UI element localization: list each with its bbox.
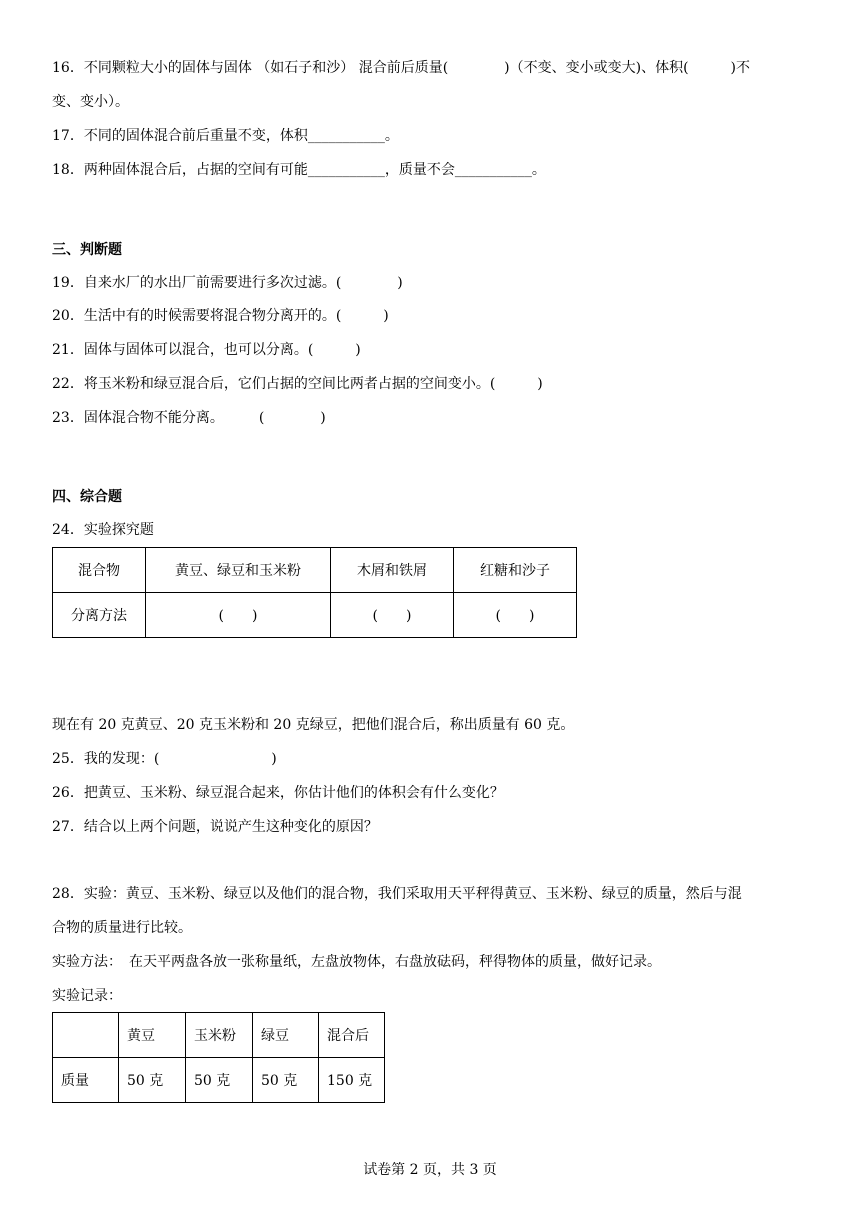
table-cell: 绿豆 [253, 1013, 319, 1058]
section-4-heading: 四、综合题 [52, 489, 122, 505]
table-cell: 黄豆、绿豆和玉米粉 [146, 548, 331, 593]
table-cell: 50 克 [119, 1058, 186, 1103]
page-footer: 试卷第 2 页，共 3 页 [363, 1162, 497, 1178]
section-3-heading: 三、判断题 [52, 242, 122, 258]
question-23: 23．固体混合物不能分离。 ( ) [52, 410, 326, 426]
question-22: 22．将玉米粉和绿豆混合后，它们占据的空间比两者占据的空间变小。( ) [52, 376, 543, 392]
table-row [53, 1013, 385, 1058]
question-24: 24．实验探究题 [52, 522, 154, 538]
table-row [53, 548, 577, 593]
question-20: 20．生活中有的时候需要将混合物分离开的。( ) [52, 308, 389, 324]
table-cell [53, 1013, 119, 1058]
experiment-statement: 现在有 20 克黄豆、20 克玉米粉和 20 克绿豆，把他们混合后，称出质量有 60 克。 [52, 717, 575, 733]
table-cell: 混合后 [319, 1013, 385, 1058]
table-cell: ( ) [454, 593, 577, 638]
question-16-line1: 16．不同颗粒大小的固体与固体 （如石子和沙） 混合前后质量( )（不变、变小或变大)、体积( )不 [52, 60, 751, 76]
experiment-method: 实验方法： 在天平两盘各放一张称量纸，左盘放物体，右盘放砝码，秤得物体的质量，做好记录。 [52, 954, 661, 970]
question-17: 17．不同的固体混合前后重量不变，体积___________。 [52, 128, 399, 144]
question-19: 19．自来水厂的水出厂前需要进行多次过滤。( ) [52, 275, 403, 291]
question-21: 21．固体与固体可以混合，也可以分离。( ) [52, 342, 361, 358]
mass-record-table [52, 1012, 385, 1103]
question-27: 27．结合以上两个问题，说说产生这种变化的原因？ [52, 819, 378, 835]
question-26: 26．把黄豆、玉米粉、绿豆混合起来，你估计他们的体积会有什么变化？ [52, 785, 504, 801]
table-cell: 质量 [53, 1058, 119, 1103]
question-16-line2: 变、变小）。 [52, 94, 129, 110]
table-row [53, 593, 577, 638]
question-18: 18．两种固体混合后，占据的空间有可能___________，质量不会___________。 [52, 162, 546, 178]
separation-table [52, 547, 577, 638]
table-cell: ( ) [331, 593, 454, 638]
table-cell: 黄豆 [119, 1013, 186, 1058]
question-28-line1: 28．实验：黄豆、玉米粉、绿豆以及他们的混合物，我们采取用天平秤得黄豆、玉米粉、绿豆的质量，然后与混 [52, 886, 742, 902]
table-cell: ( ) [146, 593, 331, 638]
table-cell: 混合物 [53, 548, 146, 593]
table-cell: 150 克 [319, 1058, 385, 1103]
table-cell: 分离方法 [53, 593, 146, 638]
table-cell: 玉米粉 [186, 1013, 253, 1058]
question-28-line2: 合物的质量进行比较。 [52, 920, 192, 936]
table-cell: 50 克 [186, 1058, 253, 1103]
table-cell: 50 克 [253, 1058, 319, 1103]
table-row [53, 1058, 385, 1103]
table-cell: 红糖和沙子 [454, 548, 577, 593]
experiment-record-label: 实验记录： [52, 988, 122, 1004]
table-cell: 木屑和铁屑 [331, 548, 454, 593]
question-25: 25．我的发现：( ) [52, 751, 277, 767]
